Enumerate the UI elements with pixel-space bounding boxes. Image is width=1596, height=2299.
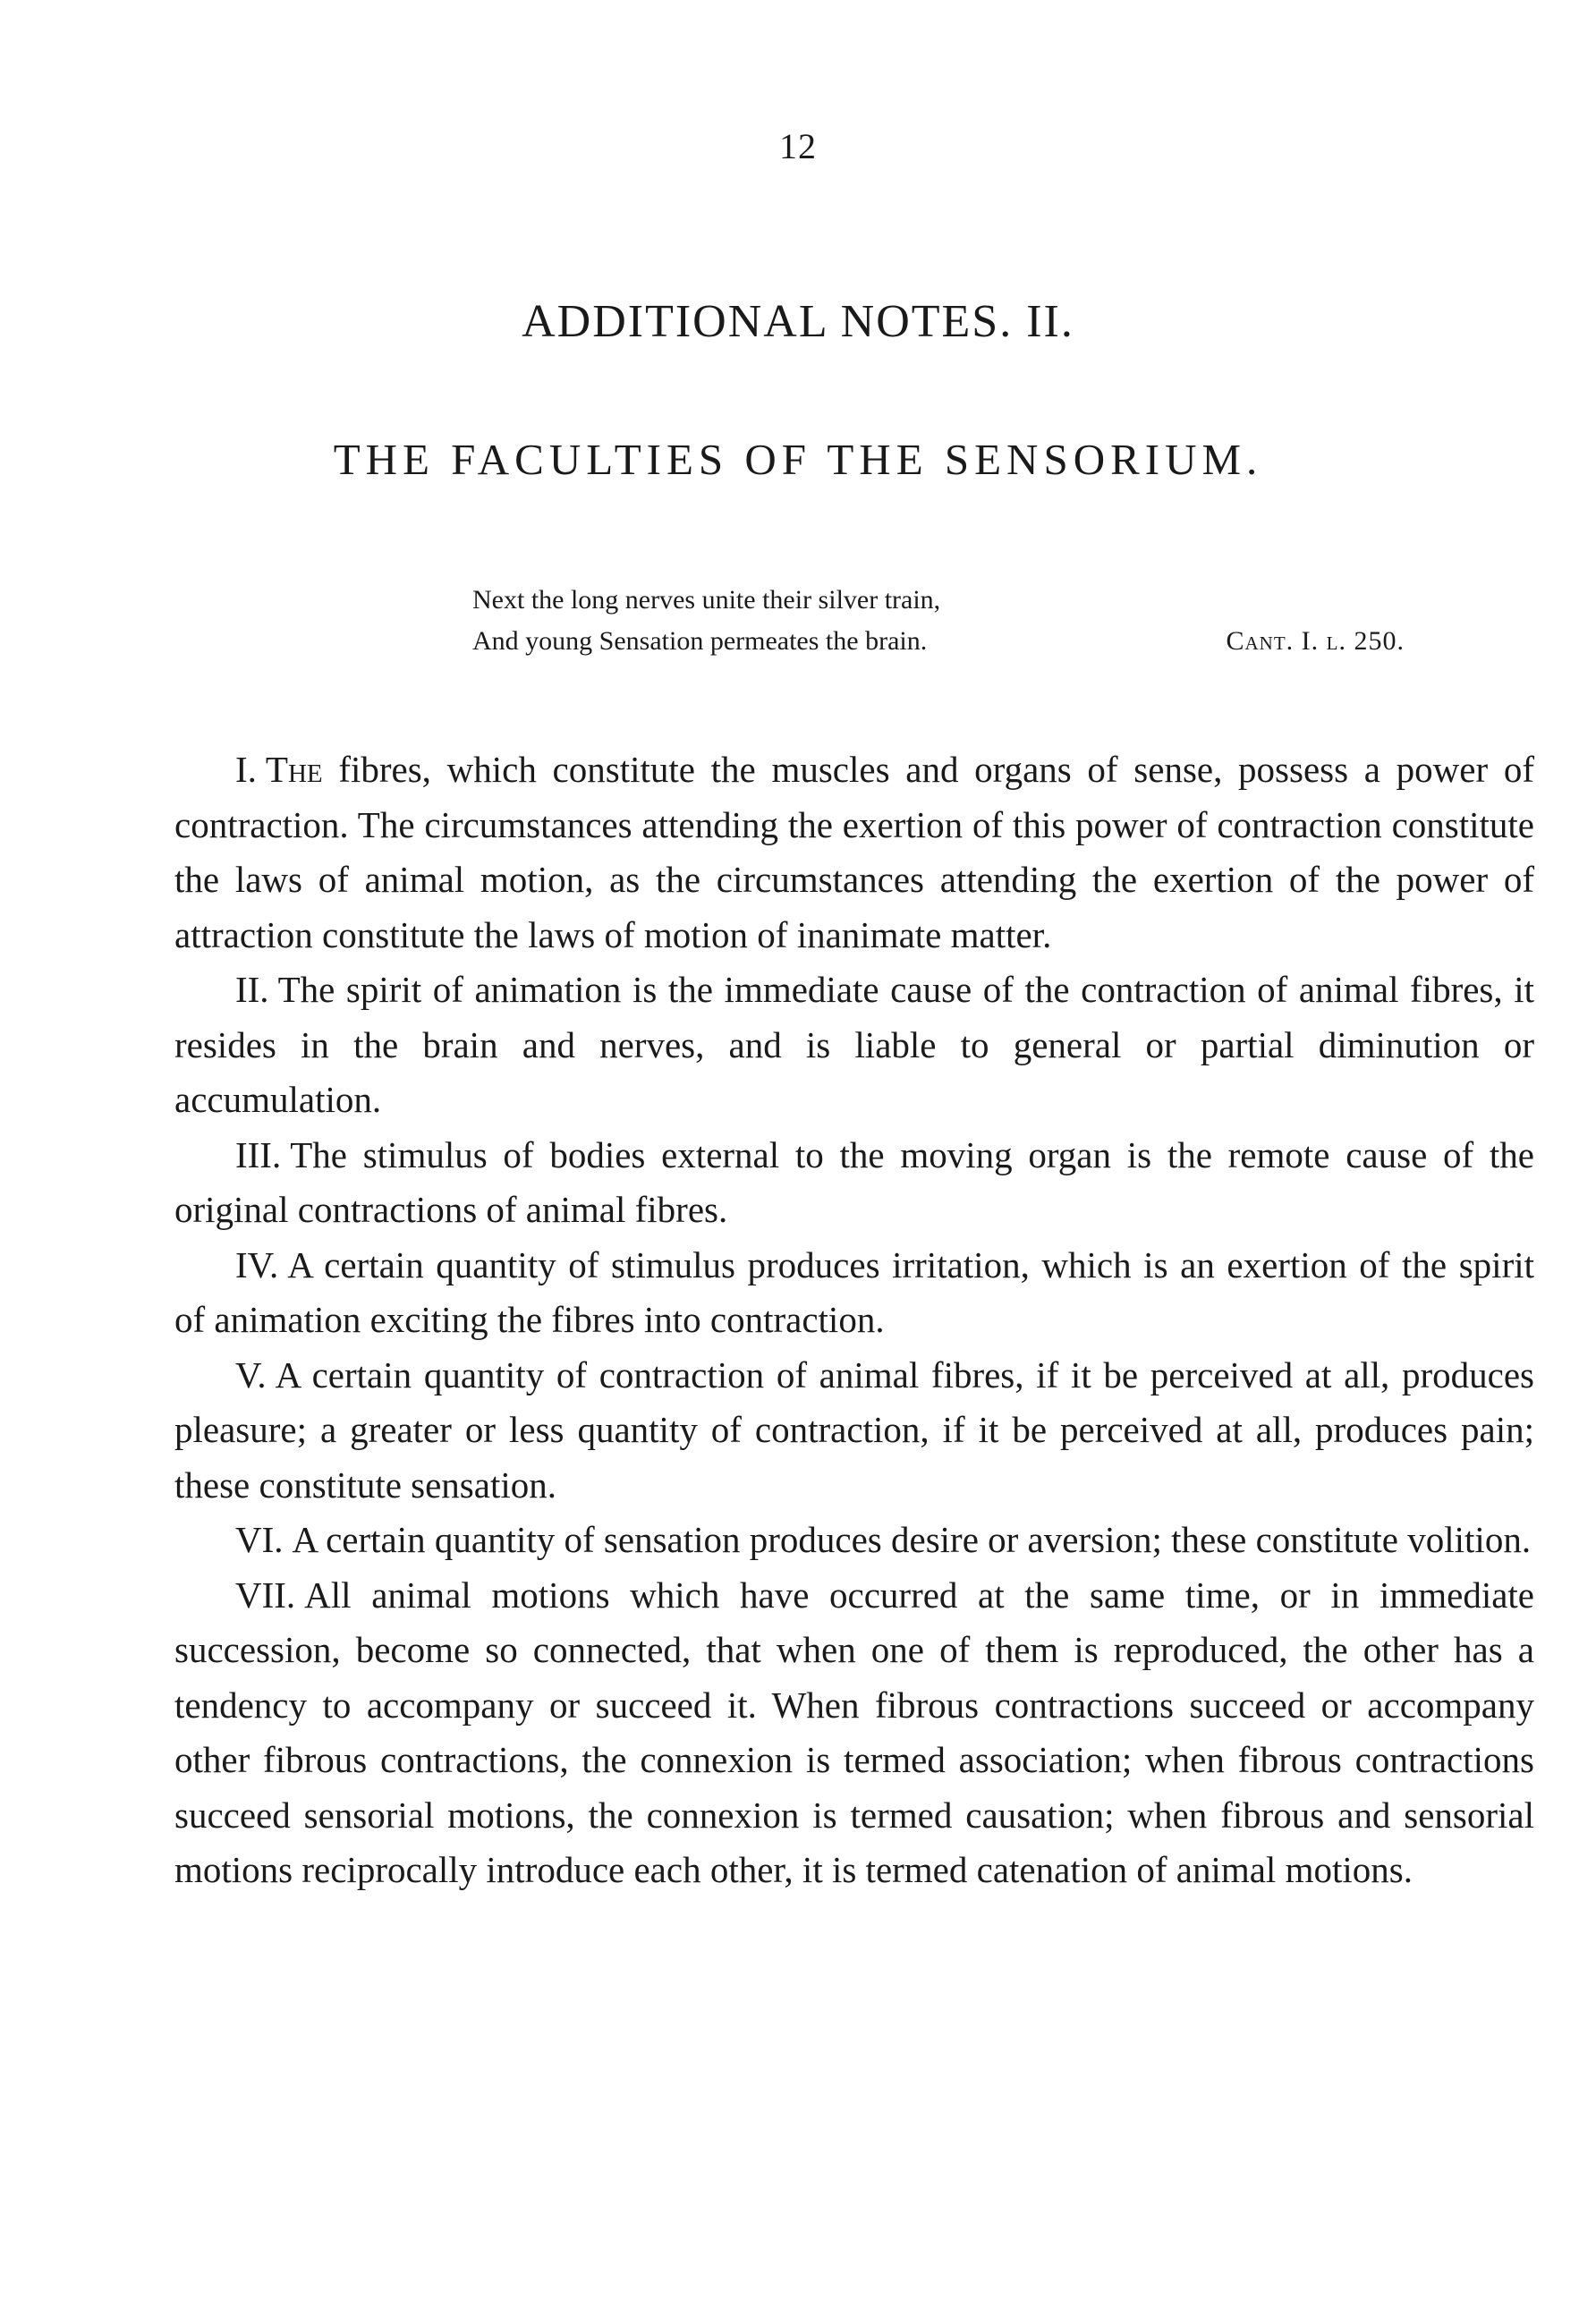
paragraph-text: The stimulus of bodies external to the moving organ is the remote cause of the original contractions of animal fibres. bbox=[174, 1133, 1534, 1230]
paragraph-text: A certain quantity of contraction of animal fibres, if it be perceived at all, produces pleasure; a greater or less quantity of contraction, if it be perceived at all, produces pain; these constitute sensation. bbox=[174, 1353, 1534, 1506]
section-subtitle: THE FACULTIES OF THE SENSORIUM. bbox=[333, 435, 1263, 484]
paragraph-7 bbox=[174, 1568, 1534, 1898]
epigraph bbox=[472, 580, 1421, 662]
paragraph-1 bbox=[174, 742, 1534, 963]
paragraph-text: All animal motions which have occurred at the same time, or in immediate succession, become so connected, that when one of them is reproduced, the other has a tendency to accompany or succeed it. When fibrous contractions succeed or accompany other fibrous contractions, the connexion is termed association; when fibrous contractions succeed sensorial motions, the connexion is termed causation; when fibrous and sensorial motions reciprocally introduce each other, it is termed catenation of animal motions. bbox=[174, 1574, 1534, 1890]
body-text bbox=[174, 742, 1534, 1898]
page-title: ADDITIONAL NOTES. II. bbox=[522, 296, 1074, 347]
paragraph-numeral: VII. bbox=[235, 1574, 296, 1616]
paragraph-numeral: IV. bbox=[235, 1243, 279, 1285]
paragraph-numeral: III. bbox=[235, 1133, 282, 1175]
paragraph-numeral: VI. bbox=[235, 1519, 284, 1560]
epigraph-citation: Cant. I. l. 250. bbox=[1226, 626, 1405, 656]
paragraph-text: The spirit of animation is the immediate cause of the contraction of animal fibres, it resides in the brain and nerves, and is liable to general or partial diminution or accumulation. bbox=[174, 969, 1534, 1120]
paragraph-6 bbox=[174, 1513, 1534, 1568]
page-number: 12 bbox=[779, 126, 817, 166]
paragraph-2 bbox=[174, 963, 1534, 1128]
paragraph-text: A certain quantity of sensation produces desire or aversion; these constitute volition. bbox=[292, 1519, 1532, 1560]
paragraph-4 bbox=[174, 1238, 1534, 1348]
paragraph-text: A certain quantity of stimulus produces irritation, which is an exertion of the spirit of animation exciting the fibres into contraction. bbox=[174, 1243, 1534, 1340]
epigraph-line-1: Next the long nerves unite their silver train, bbox=[472, 585, 941, 615]
paragraph-3 bbox=[174, 1128, 1534, 1238]
paragraph-numeral: V. bbox=[235, 1353, 267, 1396]
paragraph-text: fibres, which constitute the muscles and organs of sense, possess a power of contraction. The circumstances attending the exertion of this power of contraction constitute the laws of animal motion, as the circumstances attending the exertion of the power of attraction constitute the laws of motion of inanimate matter. bbox=[174, 749, 1535, 955]
paragraph-numeral: I. bbox=[235, 749, 257, 790]
paragraph-lead-word: The bbox=[265, 749, 323, 790]
paragraph-numeral: II. bbox=[235, 969, 269, 1010]
paragraph-5 bbox=[174, 1348, 1534, 1514]
epigraph-line-2: And young Sensation permeates the brain. bbox=[472, 626, 928, 656]
